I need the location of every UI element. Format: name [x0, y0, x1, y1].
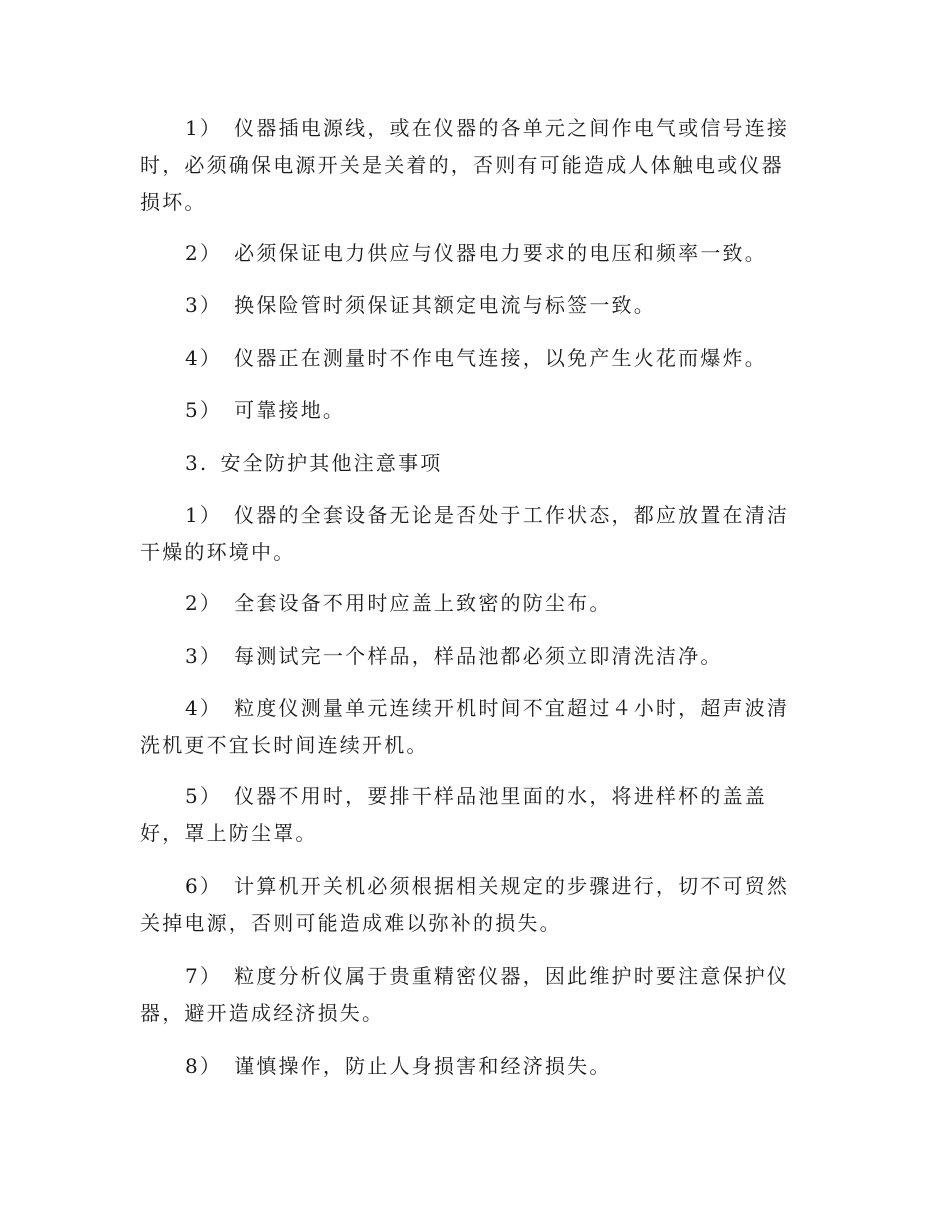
paragraph-text: 计算机开关机必须根据相关规定的步骤进行，切不可贸然关掉电源，否则可能造成难以弥补的损失。 [140, 874, 790, 935]
paragraph-text: 必须保证电力供应与仪器电力要求的电压和频率一致。 [234, 241, 767, 265]
paragraph-12 [140, 958, 800, 1032]
item-number: 5） [185, 398, 223, 422]
paragraph-11 [140, 868, 800, 942]
section-heading [140, 445, 800, 482]
paragraph-text: 仪器的全套设备无论是否处于工作状态，都应放置在清洁干燥的环境中。 [140, 503, 790, 564]
paragraph-3 [140, 287, 800, 324]
paragraph-text: 粒度分析仪属于贵重精密仪器，因此维护时要注意保护仪器，避开造成经济损失。 [140, 964, 790, 1025]
item-number: 7） [185, 964, 223, 988]
paragraph-9 [140, 690, 800, 764]
paragraph-text: 每测试完一个样品，样品池都必须立即清洗洁净。 [234, 644, 723, 668]
paragraph-4 [140, 340, 800, 377]
paragraph-text: 可靠接地。 [234, 398, 346, 422]
paragraph-text: 全套设备不用时应盖上致密的防尘布。 [234, 591, 612, 615]
item-number: 5） [185, 784, 223, 808]
paragraph-7 [140, 585, 800, 622]
item-number: 1） [185, 503, 223, 527]
paragraph-text: 仪器插电源线，或在仪器的各单元之间作电气或信号连接时，必须确保电源开关是关着的，否则有可能造成人体触电或仪器损坏。 [140, 116, 790, 214]
paragraph-1 [140, 110, 800, 221]
paragraph-10 [140, 778, 800, 852]
item-number: 3） [185, 293, 223, 317]
paragraph-text: 仪器不用时，要排干样品池里面的水，将进样杯的盖盖好，罩上防尘罩。 [140, 784, 767, 845]
paragraph-5 [140, 392, 800, 429]
item-number: 3） [185, 644, 223, 668]
paragraph-8 [140, 638, 800, 675]
item-number: 2） [185, 591, 223, 615]
item-number: 4） [185, 696, 223, 720]
paragraph-2 [140, 235, 800, 272]
paragraph-text: 谨慎操作，防止人身损害和经济损失。 [234, 1054, 612, 1078]
item-number: 4） [185, 346, 223, 370]
item-number: 1） [185, 116, 223, 140]
paragraph-text: 换保险管时须保证其额定电流与标签一致。 [234, 293, 656, 317]
item-number: 8） [185, 1054, 223, 1078]
item-number: 2） [185, 241, 223, 265]
paragraph-text: 仪器正在测量时不作电气连接，以免产生火花而爆炸。 [234, 346, 767, 370]
section-number: 3. [185, 451, 209, 475]
paragraph-13 [140, 1048, 800, 1085]
item-number: 6） [185, 874, 223, 898]
paragraph-text: 粒度仪测量单元连续开机时间不宜超过４小时，超声波清洗机更不宜长时间连续开机。 [140, 696, 790, 757]
section-title: 安全防护其他注意事项 [220, 451, 443, 475]
paragraph-6 [140, 497, 800, 571]
